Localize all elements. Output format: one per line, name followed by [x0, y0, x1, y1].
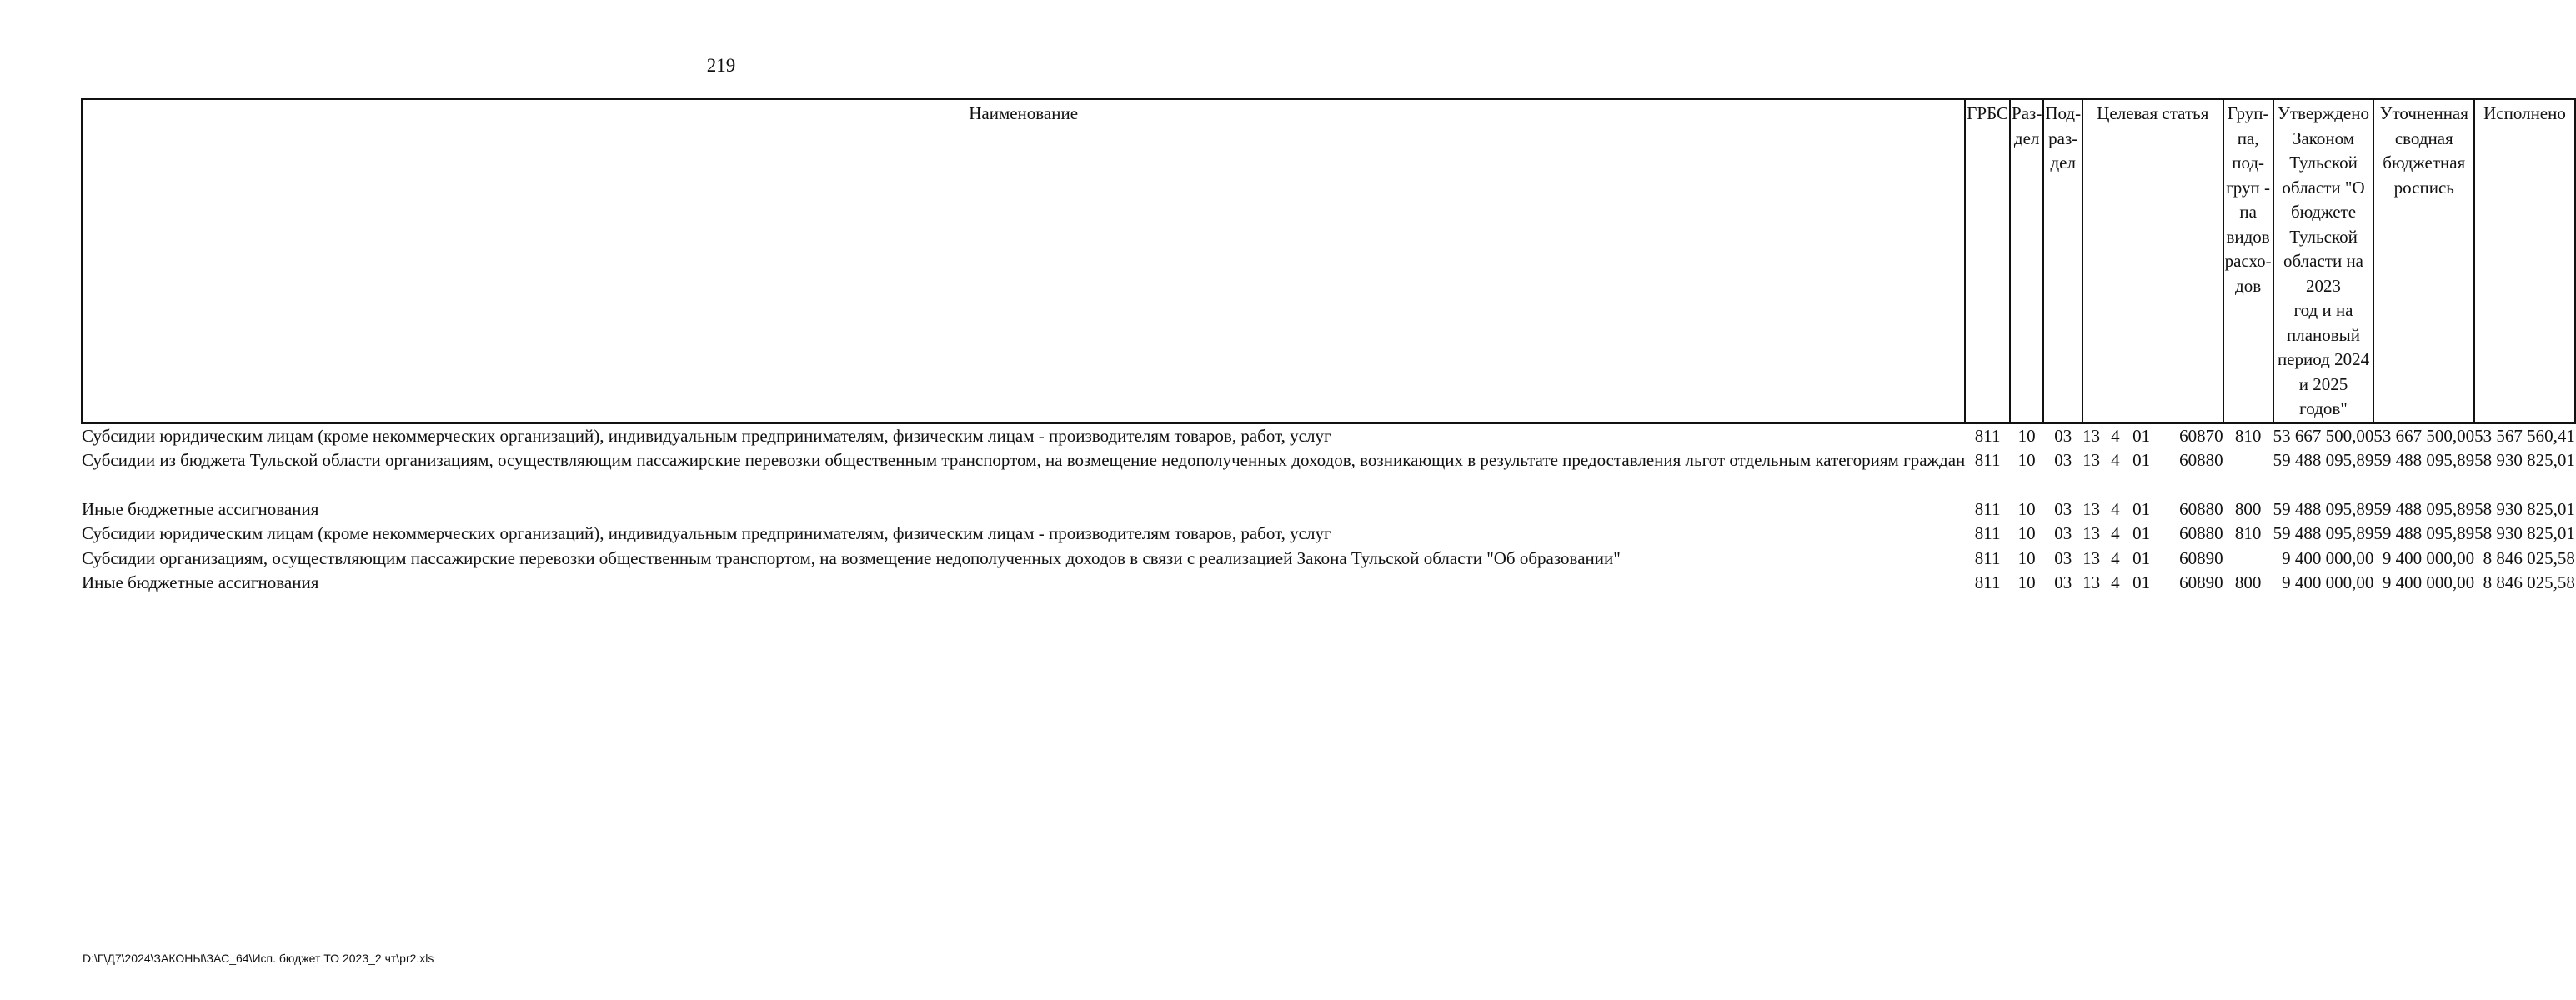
cell-executed: 8 846 025,58: [2483, 548, 2575, 568]
target-code: 60880: [2179, 523, 2223, 543]
cell-refined: 59 488 095,89: [2373, 450, 2475, 470]
table-row: [82, 571, 2575, 596]
file-path-footer: D:\Г\Д7\2024\ЗАКОНЫ\ЗАС_64\Исп. бюджет ТО 2023_2 чт\pr2.xls: [83, 952, 434, 965]
cell-razdel: 10: [2017, 450, 2036, 470]
cell-target: [2082, 522, 2223, 547]
header-grbs: ГРБС: [1965, 99, 2010, 422]
table-row: [82, 422, 2575, 448]
target-code: 60890: [2179, 548, 2223, 568]
cell-approved: 59 488 095,89: [2273, 523, 2374, 543]
cell-refined: 59 488 095,89: [2373, 498, 2475, 519]
cell-executed: 58 930 825,01: [2474, 450, 2575, 470]
cell-podrazdel: 03: [2054, 498, 2072, 519]
cell-approved: 59 488 095,89: [2273, 450, 2374, 470]
cell-target: [2082, 448, 2223, 473]
cell-podrazdel: 03: [2054, 425, 2072, 446]
cell-refined: 53 667 500,00: [2373, 425, 2475, 446]
header-group: Груп- па, под- груп - па видов расхо- дов: [2223, 99, 2273, 422]
cell-grbs: 811: [1974, 425, 2001, 446]
target-program: 13: [2082, 572, 2101, 592]
cell-executed: 53 567 560,41: [2474, 425, 2575, 446]
cell-name: Субсидии организациям, осуществляющим пассажирские перевозки общественным транспортом, на возмещение недополученных доходов в связи с реализацией Закона Тульской области "Об образовании": [82, 548, 1621, 568]
cell-group: [2223, 547, 2273, 572]
target-type: 4: [2111, 498, 2120, 519]
cell-executed: 58 930 825,01: [2474, 498, 2575, 519]
cell-podrazdel: 03: [2054, 450, 2072, 470]
cell-grbs: 811: [1974, 572, 2001, 592]
target-program: 13: [2082, 523, 2101, 543]
cell-target: [2082, 571, 2223, 596]
cell-group: 810: [2234, 523, 2262, 543]
target-type: 4: [2111, 523, 2120, 543]
cell-group: 800: [2234, 498, 2262, 519]
target-type: 4: [2111, 548, 2120, 568]
page-number: 219: [706, 55, 736, 76]
cell-name: Субсидии юридическим лицам (кроме некоммерческих организаций), индивидуальным предпринимателям, физическим лицам - производителям товаров, работ, услуг: [82, 523, 1331, 543]
cell-name: Субсидии из бюджета Тульской области организациям, осуществляющим пассажирские перевозки общественным транспортом, на возмещение недополученных доходов, возникающих в результате предоставления льгот отдельным категориям граждан: [82, 450, 1966, 470]
cell-grbs: 811: [1974, 498, 2001, 519]
cell-razdel: 10: [2017, 572, 2036, 592]
cell-approved: 53 667 500,00: [2273, 425, 2374, 446]
cell-refined: 9 400 000,00: [2382, 548, 2475, 568]
target-code: 60880: [2179, 498, 2223, 519]
cell-grbs: 811: [1974, 450, 2001, 470]
cell-executed: 58 930 825,01: [2474, 523, 2575, 543]
cell-podrazdel: 03: [2054, 572, 2072, 592]
cell-grbs: 811: [1974, 548, 2001, 568]
target-subprogram: 01: [2132, 498, 2151, 519]
cell-refined: 59 488 095,89: [2373, 523, 2475, 543]
cell-group: 800: [2234, 572, 2262, 592]
target-type: 4: [2111, 450, 2120, 470]
target-subprogram: 01: [2132, 450, 2151, 470]
target-subprogram: 01: [2132, 572, 2151, 592]
header-podrazdel: Под- раз- дел: [2043, 99, 2082, 422]
cell-razdel: 10: [2017, 498, 2036, 519]
header-target: Целевая статья: [2082, 99, 2223, 422]
target-program: 13: [2082, 425, 2101, 446]
target-program: 13: [2082, 548, 2101, 568]
target-subprogram: 01: [2132, 425, 2151, 446]
cell-podrazdel: 03: [2054, 548, 2072, 568]
header-name: Наименование: [82, 99, 1965, 422]
header-executed: Исполнено: [2474, 99, 2575, 422]
cell-approved: 59 488 095,89: [2273, 498, 2374, 519]
target-type: 4: [2111, 572, 2120, 592]
table-row: [82, 473, 2575, 522]
header-refined: Уточненная сводная бюджетная роспись: [2373, 99, 2474, 422]
header-approved: Утверждено Законом Тульской области "О бюджете Тульской области на 2023 год и на плановый период 2024 и 2025 годов": [2273, 99, 2374, 422]
cell-razdel: 10: [2017, 548, 2036, 568]
cell-target: [2082, 547, 2223, 572]
budget-table: [81, 98, 2576, 596]
target-code: 60890: [2179, 572, 2223, 592]
target-subprogram: 01: [2132, 548, 2151, 568]
table-row: [82, 547, 2575, 572]
cell-target: [2082, 422, 2223, 448]
target-program: 13: [2082, 498, 2101, 519]
target-program: 13: [2082, 450, 2101, 470]
target-code: 60880: [2179, 450, 2223, 470]
cell-name: Иные бюджетные ассигнования: [82, 498, 319, 519]
target-subprogram: 01: [2132, 523, 2151, 543]
cell-refined: 9 400 000,00: [2382, 572, 2475, 592]
cell-group: [2223, 448, 2273, 473]
header-row: [82, 99, 2575, 422]
header-razdel: Раз- дел: [2010, 99, 2043, 422]
cell-razdel: 10: [2017, 425, 2036, 446]
budget-table-container: [81, 98, 2576, 596]
target-type: 4: [2111, 425, 2120, 446]
cell-executed: 8 846 025,58: [2483, 572, 2575, 592]
cell-target: [2082, 473, 2223, 522]
table-row: [82, 522, 2575, 547]
cell-group: 810: [2234, 425, 2262, 446]
cell-grbs: 811: [1974, 523, 2001, 543]
table-row: [82, 448, 2575, 473]
cell-approved: 9 400 000,00: [2282, 548, 2374, 568]
cell-approved: 9 400 000,00: [2282, 572, 2374, 592]
cell-podrazdel: 03: [2054, 523, 2072, 543]
cell-razdel: 10: [2017, 523, 2036, 543]
target-code: 60870: [2179, 425, 2223, 446]
cell-name: Иные бюджетные ассигнования: [82, 572, 319, 592]
cell-name: Субсидии юридическим лицам (кроме некоммерческих организаций), индивидуальным предпринимателям, физическим лицам - производителям товаров, работ, услуг: [82, 425, 1331, 446]
